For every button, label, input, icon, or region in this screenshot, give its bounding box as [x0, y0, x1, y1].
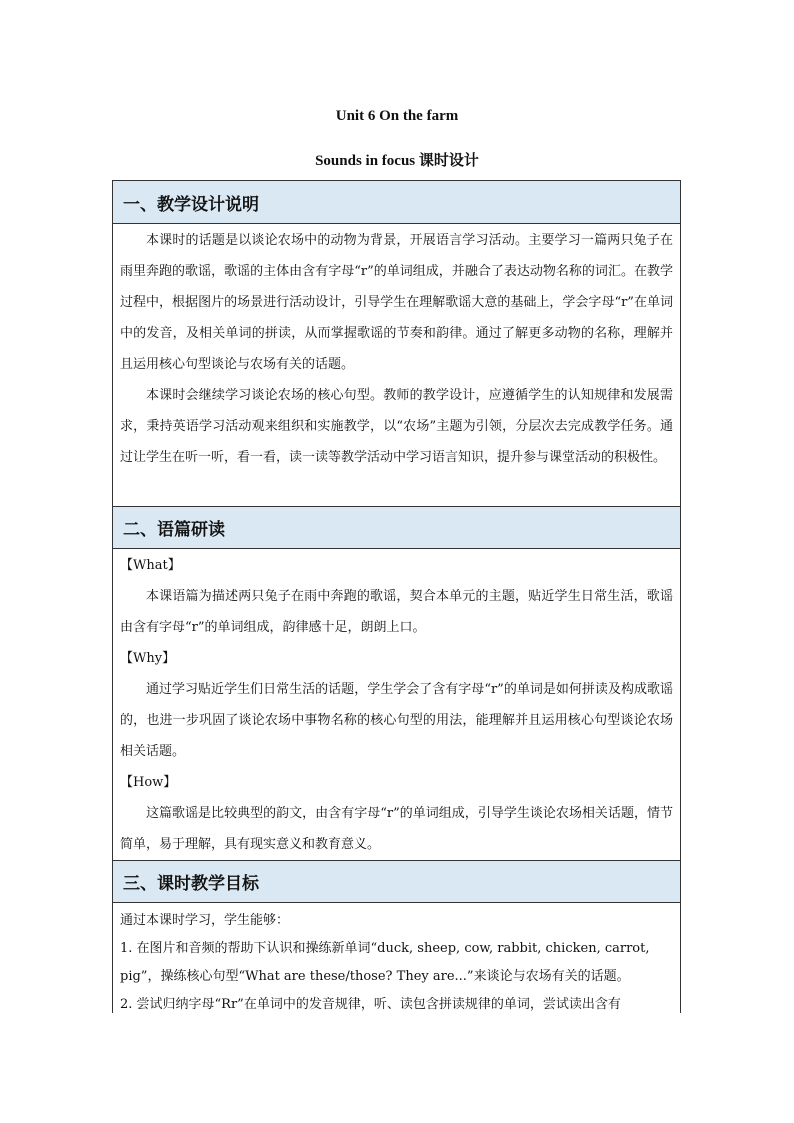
- document-subtitle: Sounds in focus 课时设计: [315, 153, 479, 169]
- section-heading-design-notes: 一、教学设计说明: [113, 181, 680, 224]
- design-paragraph-2: 本课时会继续学习谈论农场的核心句型。教师的教学设计，应遵循学生的认知规律和发展需求，秉持英语学习活动观来组织和实施教学，以“农场”主题为引领，分层次去完成教学任务。通过让学生在听一听，看一看，读一读等教学活动中学习语言知识，提升参与课堂活动的积极性。: [120, 388, 673, 465]
- objectives-intro: 通过本课时学习，学生能够：: [120, 913, 290, 928]
- document-title: Unit 6 On the farm: [335, 108, 459, 124]
- how-label: 【How】: [120, 775, 177, 790]
- section-body-text-study: [113, 549, 680, 861]
- why-label: 【Why】: [120, 651, 176, 666]
- objective-2: 2. 尝试归纳字母“Rr”在单词中的发音规律，听、读包含拼读规律的单词，尝试读出含有: [120, 997, 621, 1012]
- section-heading-objectives: 三、课时教学目标: [113, 861, 680, 903]
- section-heading-text-study: 二、语篇研读: [113, 507, 680, 549]
- lesson-design-table: [112, 180, 681, 1013]
- objective-1: 1. 在图片和音频的帮助下认识和操练新单词“duck, sheep, cow, rabbit, chicken, carrot, pig”，操练核心句型“What are these/those? They are...”来谈论与农场有关的话题。: [120, 941, 650, 984]
- what-text: 本课语篇为描述两只兔子在雨中奔跑的歌谣，契合本单元的主题，贴近学生日常生活，歌谣由含有字母“r”的单词组成，韵律感十足，朗朗上口。: [120, 589, 673, 635]
- why-text: 通过学习贴近学生们日常生活的话题，学生学会了含有字母“r”的单词是如何拼读及构成歌谣的，也进一步巩固了谈论农场中事物名称的核心句型的用法，能理解并且运用核心句型谈论农场相关话题。: [120, 682, 673, 759]
- how-text: 这篇歌谣是比较典型的韵文，由含有字母“r”的单词组成，引导学生谈论农场相关话题，情节简单，易于理解，具有现实意义和教育意义。: [120, 806, 673, 852]
- section-body-objectives: [113, 903, 680, 1013]
- design-paragraph-1: 本课时的话题是以谈论农场中的动物为背景，开展语言学习活动。主要学习一篇两只兔子在雨里奔跑的歌谣，歌谣的主体由含有字母“r”的单词组成，并融合了表达动物名称的词汇。在教学过程中，根据图片的场景进行活动设计，引导学生在理解歌谣大意的基础上，学会字母“r”在单词中的发音，及相关单词的拼读，从而掌握歌谣的节奏和韵律。通过了解更多动物的名称，理解并且运用核心句型谈论与农场有关的话题。: [120, 233, 673, 372]
- what-label: 【What】: [120, 558, 181, 573]
- section-body-design-notes: [113, 224, 680, 507]
